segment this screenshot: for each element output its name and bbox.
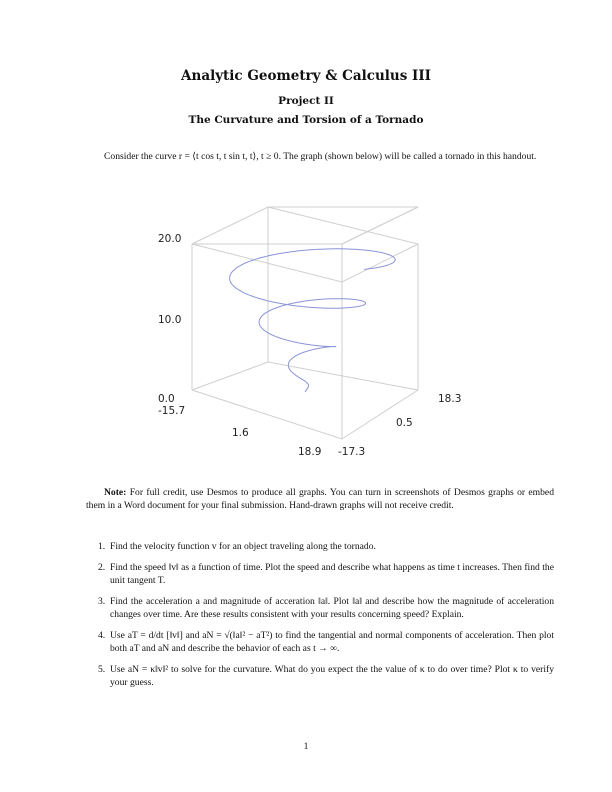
intro-paragraph: Consider the curve r = ⟨t cos t, t sin t, t⟩, t ≥ 0. The graph (shown below) will be called a tornado in this handout. xyxy=(104,151,537,162)
question-text: Use aN = κ‖v‖² to solve for the curvature. What do you expect the the value of κ to do over time? Plot κ to verify your guess. xyxy=(110,664,554,688)
question-item xyxy=(86,595,554,621)
document-title: Analytic Geometry & Calculus III xyxy=(181,68,431,84)
tornado-3d-plot xyxy=(150,202,480,472)
question-number: 4. xyxy=(98,630,106,641)
question-text: Find the acceleration a and magnitude of acceration ‖a‖. Plot ‖a‖ and describe how the magnitude of acceleration changes over time. Are these results consistent with your results concerning speed? Explain. xyxy=(110,596,554,620)
note-label: Note: xyxy=(104,487,127,498)
project-label: Project II xyxy=(278,95,334,107)
question-number: 1. xyxy=(98,541,106,552)
y-tick-label: 18.3 xyxy=(438,393,462,405)
x-tick-label: -15.7 xyxy=(158,405,186,417)
question-item xyxy=(86,540,554,553)
note-paragraph xyxy=(86,486,554,512)
question-number: 3. xyxy=(98,596,106,607)
question-text: Use aT = d/dt [‖v‖] and aN = √(‖a‖² − aT²) to find the tangential and normal components of acceleration. Then plot both aT and aN and describe the behavior of each as t → ∞. xyxy=(110,630,554,654)
z-tick-label: 10.0 xyxy=(158,314,182,326)
plot-box-frame xyxy=(192,207,418,439)
question-number: 2. xyxy=(98,562,106,573)
question-text: Find the velocity function v for an object traveling along the tornado. xyxy=(110,541,376,552)
y-tick-label: 0.5 xyxy=(396,417,413,429)
z-tick-label: 20.0 xyxy=(158,233,182,245)
question-number: 5. xyxy=(98,664,106,675)
question-item xyxy=(86,561,554,587)
note-text: For full credit, use Desmos to produce all graphs. You can turn in screenshots of Desmos graphs or embed them in a Word document for your final submission. Hand-drawn graphs will not receive credit. xyxy=(86,487,554,511)
x-tick-label: 18.9 xyxy=(298,446,322,458)
question-item xyxy=(86,663,554,689)
question-list xyxy=(86,540,554,697)
z-tick-label: 0.0 xyxy=(158,393,175,405)
y-tick-label: -17.3 xyxy=(338,446,366,458)
project-subtitle: The Curvature and Torsion of a Tornado xyxy=(188,114,424,126)
question-item xyxy=(86,629,554,655)
page-number: 1 xyxy=(303,741,309,752)
question-text: Find the speed ‖v‖ as a function of time. Plot the speed and describe what happens as time t increases. Then find the unit tangent T. xyxy=(110,562,554,586)
x-tick-label: 1.6 xyxy=(232,427,249,439)
